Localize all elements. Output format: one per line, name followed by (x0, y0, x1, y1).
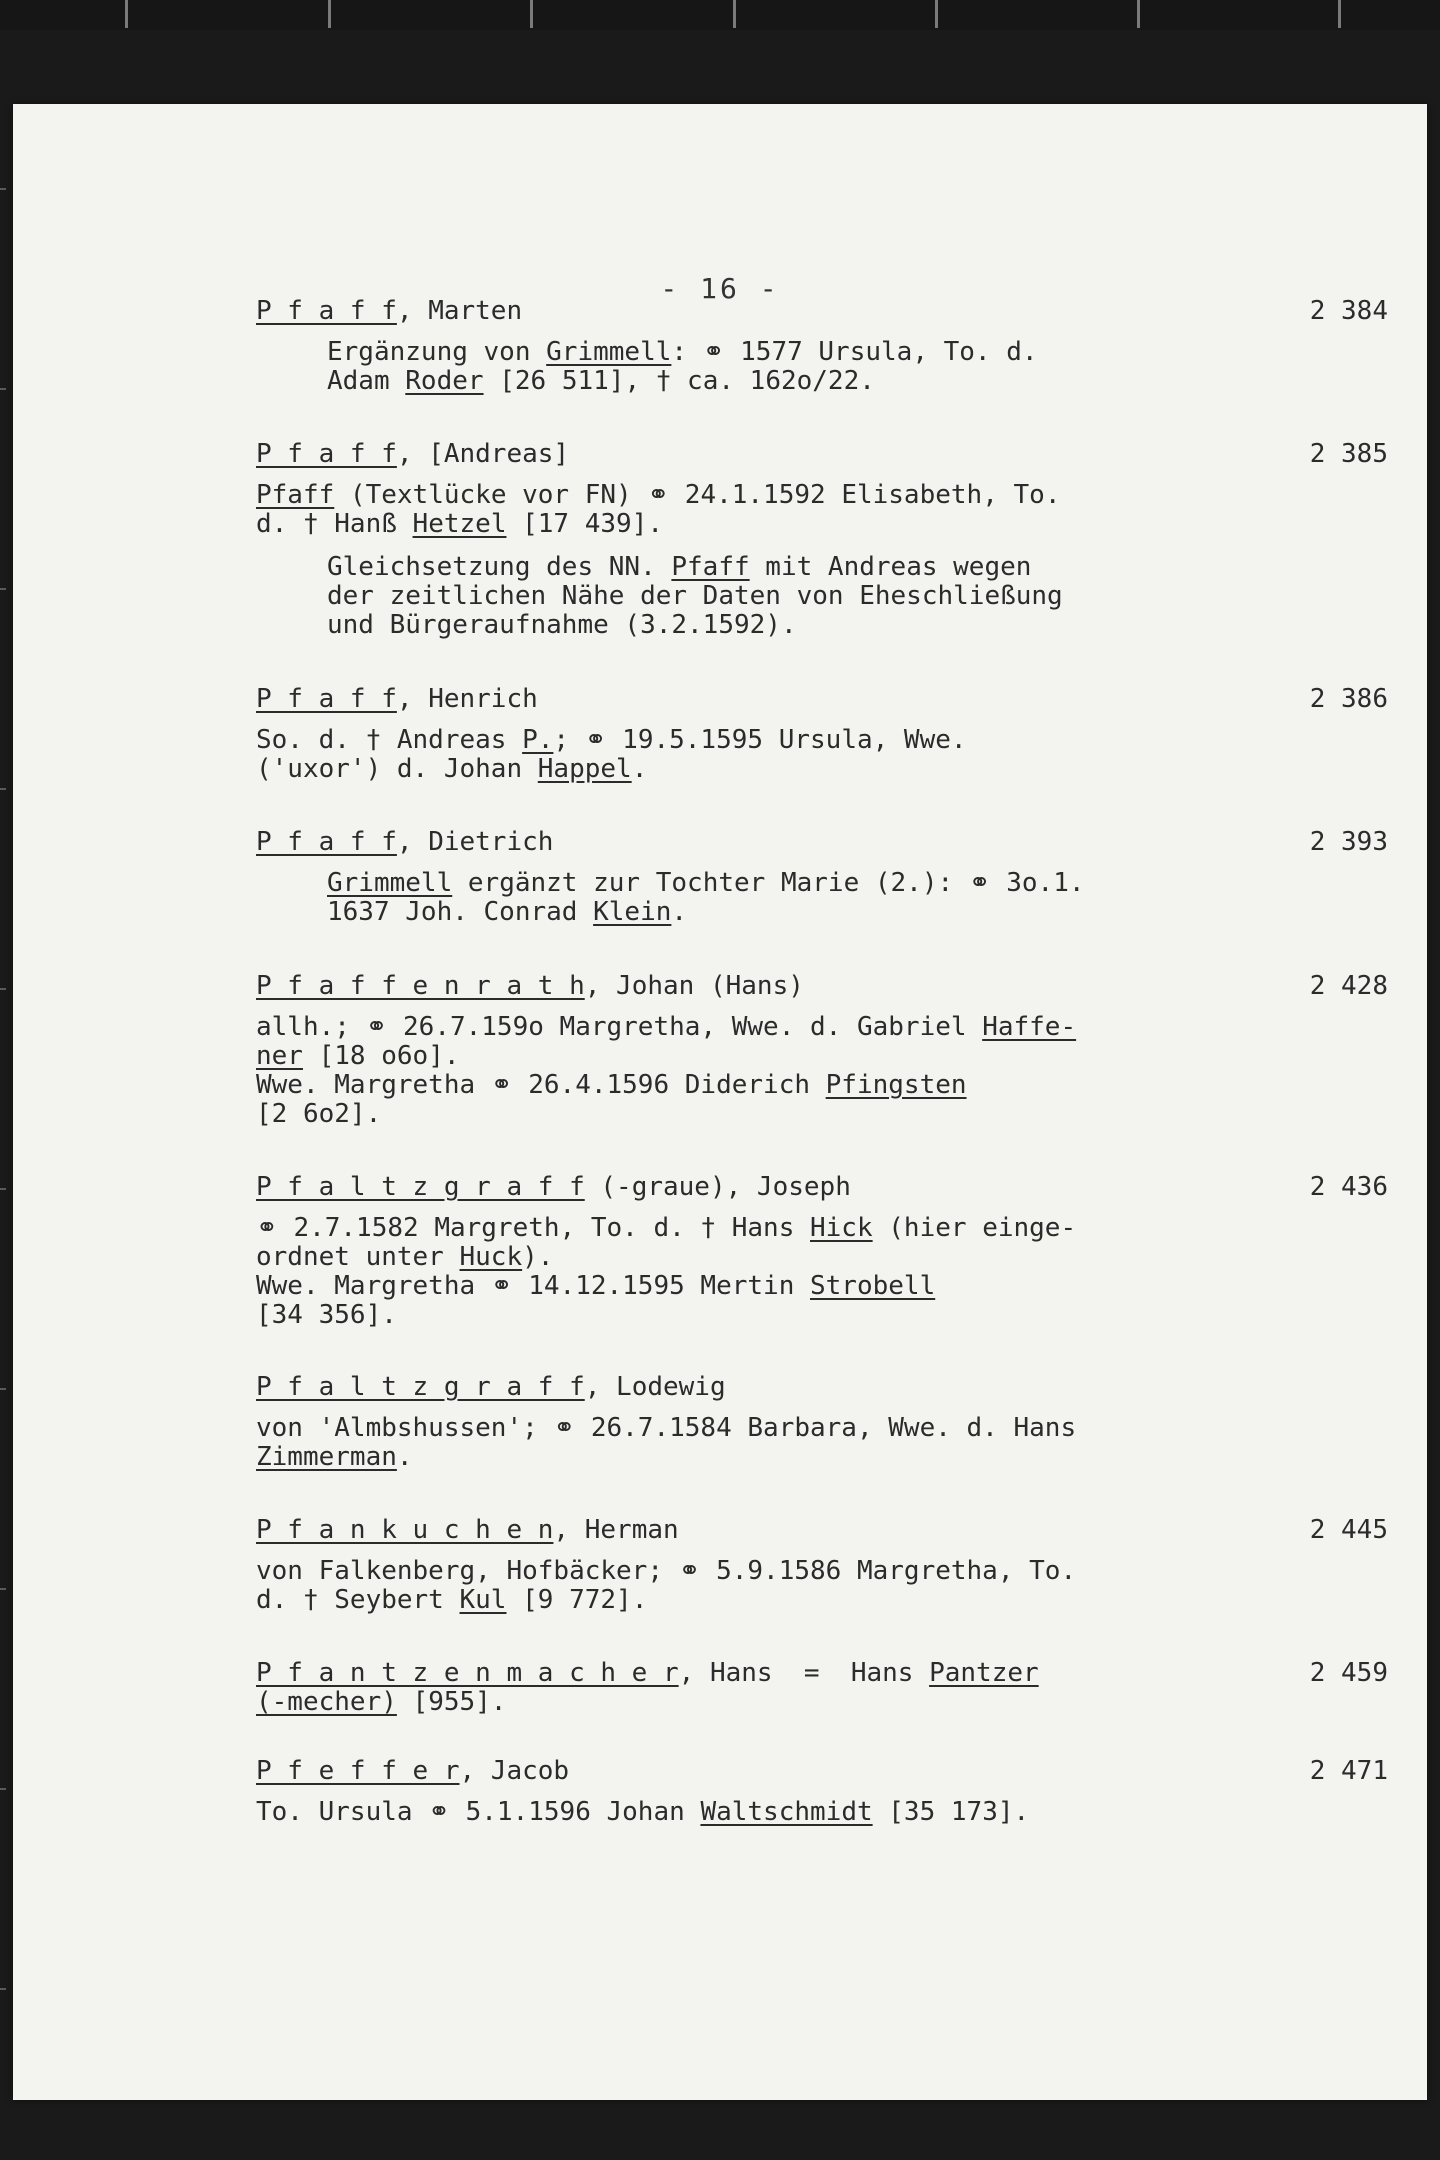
surname: P f a f f (256, 827, 397, 857)
surname: P f e f f e r (256, 1756, 460, 1786)
given-name: , Henrich (396, 684, 538, 714)
given-name: (-graue), Joseph (584, 1172, 851, 1202)
entry-heading (256, 1658, 1388, 1688)
underlined-name: (-mecher) (256, 1687, 397, 1717)
underlined-name: Pfingsten (825, 1070, 967, 1100)
entry-number: 2 386 (1309, 684, 1388, 714)
entry-heading (256, 684, 1388, 714)
given-name: , Hans = Hans (678, 1658, 930, 1688)
entry-text: Grimmell ergänzt zur Tochter Marie (2.): ⚭ 3o.1. 1637 Joh. Conrad Klein. (327, 868, 1085, 927)
entry-number: 2 384 (1309, 296, 1388, 326)
entry-text: von Falkenberg, Hofbäcker; ⚭ 5.9.1586 Margretha, To. d. † Seybert Kul [9 772]. (256, 1556, 1077, 1615)
film-ruler (0, 0, 1440, 30)
underlined-name: Klein (593, 897, 672, 927)
entry-text: Gleichsetzung des NN. Pfaff mit Andreas wegen der zeitlichen Nähe der Daten von Eheschließung und Bürgeraufnahme (3.2.1592). (327, 552, 1063, 640)
entry-number: 2 459 (1309, 1658, 1388, 1688)
entry-number: 2 385 (1309, 439, 1388, 469)
given-name: , [Andreas] (396, 439, 570, 469)
entry-text: Pfaff (Textlücke vor FN) ⚭ 24.1.1592 Elisabeth, To. d. † Hanß Hetzel [17 439]. (256, 480, 1061, 539)
underlined-name: Strobell (810, 1271, 936, 1301)
entry (256, 827, 1388, 927)
entry (256, 1515, 1388, 1615)
ruler-tick (935, 0, 938, 28)
underlined-name: Kul (459, 1585, 507, 1615)
entry (256, 971, 1388, 1129)
underlined-name: Pfaff (256, 480, 335, 510)
underlined-name: P. (522, 725, 554, 755)
given-name: , Lodewig (584, 1372, 726, 1402)
entry (256, 1372, 1376, 1472)
entry-text: (-mecher) [955]. (256, 1687, 507, 1717)
surname: P f a f f (256, 439, 397, 469)
surname: P f a l t z g r a f f (256, 1372, 585, 1402)
underlined-name: Roder (405, 366, 484, 396)
entry-text: ⚭ 2.7.1582 Margreth, To. d. † Hans Hick (hier einge- ordnet unter Huck). Wwe. Margretha ⚭ 14.12.1595 Mertin Strobell [34 356]. (256, 1213, 1077, 1330)
entry-heading (256, 1515, 1388, 1545)
surname: P f a f f e n r a t h (256, 971, 585, 1001)
given-name: , Johan (Hans) (584, 971, 804, 1001)
ruler-tick (733, 0, 736, 28)
entry-number: 2 445 (1309, 1515, 1388, 1545)
underlined-name: Happel (537, 754, 632, 784)
underlined-name: Waltschmidt (700, 1797, 873, 1827)
surname: P f a f f (256, 296, 397, 326)
given-name: , Herman (553, 1515, 679, 1545)
underlined-name: Hetzel (412, 509, 507, 539)
surname: P f a n t z e n m a c h e r (256, 1658, 679, 1688)
entry-number: 2 428 (1309, 971, 1388, 1001)
surname: P f a n k u c h e n (256, 1515, 554, 1545)
entry (256, 684, 1388, 784)
entry-text: So. d. † Andreas P.; ⚭ 19.5.1595 Ursula, Wwe. ('uxor') d. Johan Happel. (256, 725, 967, 784)
underlined-name: Zimmerman (256, 1442, 397, 1472)
underlined-name: ner (256, 1041, 303, 1071)
entry (256, 1172, 1388, 1330)
entry-heading (256, 439, 1388, 469)
entry-heading (256, 1172, 1388, 1202)
underlined-name: Hick (810, 1213, 873, 1243)
ruler-tick (1338, 0, 1341, 28)
surname: P f a l t z g r a f f (256, 1172, 585, 1202)
document-page (13, 104, 1427, 2100)
entry-number: 2 471 (1309, 1756, 1388, 1786)
ruler-tick (530, 0, 533, 28)
surname: P f a f f (256, 684, 397, 714)
given-name: , Dietrich (396, 827, 554, 857)
underlined-name: Grimmell (546, 337, 672, 367)
entry-heading (256, 1756, 1388, 1786)
entry-number: 2 393 (1309, 827, 1388, 857)
entry (256, 296, 1388, 396)
entry-text: allh.; ⚭ 26.7.159o Margretha, Wwe. d. Gabriel Haffe- ner [18 o6o]. Wwe. Margretha ⚭ 26.4.1596 Diderich Pfingsten [2 6o2]. (256, 1012, 1077, 1129)
cross-reference: Pantzer (929, 1658, 1039, 1688)
entry-text: von 'Almbshussen'; ⚭ 26.7.1584 Barbara, Wwe. d. Hans Zimmerman. (256, 1413, 1077, 1472)
entry-heading (256, 1372, 1376, 1402)
ruler-tick (125, 0, 128, 28)
edge-marks (0, 0, 6, 2160)
entry (256, 1658, 1388, 1717)
given-name: , Marten (396, 296, 523, 326)
entry-heading (256, 296, 1388, 326)
entry-text: To. Ursula ⚭ 5.1.1596 Johan Waltschmidt [35 173]. (256, 1797, 1030, 1827)
entry (256, 1756, 1388, 1827)
underlined-name: Haffe- (982, 1012, 1077, 1042)
given-name: , Jacob (459, 1756, 570, 1786)
underlined-name: Pfaff (671, 552, 750, 582)
underlined-name: Grimmell (327, 868, 453, 898)
entry-text: Ergänzung von Grimmell: ⚭ 1577 Ursula, To. d. Adam Roder [26 511], † ca. 162o/22. (327, 337, 1038, 396)
entry (256, 439, 1388, 640)
ruler-tick (328, 0, 331, 28)
ruler-tick (1137, 0, 1140, 28)
underlined-name: Huck (459, 1242, 523, 1272)
entry-heading (256, 971, 1388, 1001)
entry-number: 2 436 (1309, 1172, 1388, 1202)
entry-heading (256, 827, 1388, 857)
page-number: - 16 - (660, 272, 780, 305)
